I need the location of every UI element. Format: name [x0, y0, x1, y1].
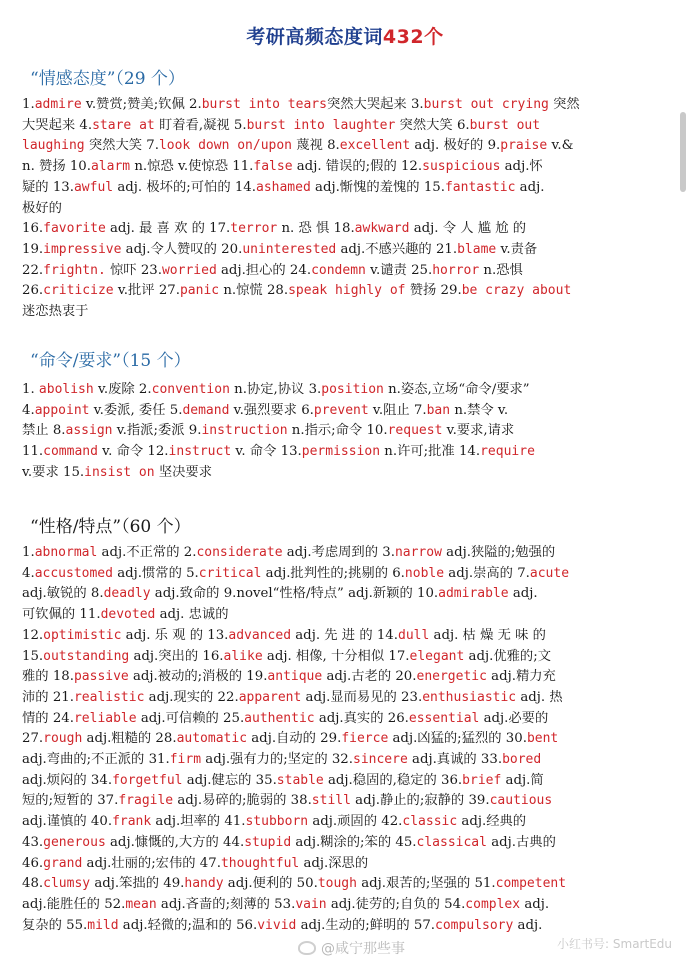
- definition-text: 突然大笑 7.: [84, 138, 159, 154]
- definition-text: 极好的: [22, 200, 62, 216]
- definition-text: adj.粗糙的 28.: [82, 731, 177, 747]
- definition-text: adj.古老的 20.: [322, 669, 417, 685]
- vocab-word: speak highly of: [288, 283, 406, 299]
- vocab-word: acute: [529, 565, 570, 581]
- vocab-word: instruct: [168, 444, 232, 460]
- vocab-word: authentic: [244, 710, 315, 726]
- definition-text: n. 恐 惧 18.: [277, 221, 355, 237]
- definition-text: 蔑视 8.: [292, 138, 340, 154]
- vocab-word: suspicious: [422, 159, 501, 175]
- definition-text: adj. 极好的 9.: [410, 138, 501, 154]
- definition-text: adj. 乐 观 的 13.: [121, 627, 229, 643]
- definition-text: adj.惯常的 5.: [112, 565, 199, 581]
- vocab-word: demand: [182, 402, 230, 418]
- text-line: [22, 281, 667, 302]
- definition-text: adj.轻微的;温和的 56.: [118, 917, 258, 933]
- vocab-word: bent: [526, 731, 559, 747]
- section-body-emotion: [22, 95, 667, 323]
- text-line: [22, 95, 667, 116]
- definition-text: 可钦佩的 11.: [22, 607, 101, 623]
- vocab-word: elegant: [409, 648, 465, 664]
- definition-text: adj.顽固的 42.: [308, 814, 403, 830]
- definition-text: 22.: [22, 262, 44, 278]
- definition-text: n.惊慌 28.: [219, 283, 289, 299]
- vocab-word: noble: [404, 565, 445, 581]
- vocab-word: bored: [502, 752, 542, 768]
- definition-text: 情的 24.: [22, 710, 74, 726]
- vocab-word: dull: [398, 627, 430, 643]
- vocab-word: considerate: [196, 545, 283, 560]
- vocab-word: critical: [198, 565, 262, 581]
- vocab-word: false: [253, 159, 293, 175]
- vocab-word: firm: [169, 752, 202, 768]
- vocab-word: criticize: [43, 283, 114, 299]
- vocab-word: burst into laughter: [246, 117, 396, 133]
- text-line: [22, 812, 667, 833]
- definition-text: 大哭起来 4.: [22, 117, 93, 133]
- vocab-word: insist on: [84, 464, 155, 480]
- definition-text: adj.不感兴趣的 21.: [336, 241, 458, 257]
- definition-text: n.姿态,立场“命令/要求”: [383, 382, 530, 397]
- definition-text: adj.古典的: [486, 834, 556, 850]
- text-line: [22, 584, 667, 605]
- definition-text: adj. 忠诚的: [155, 607, 229, 623]
- definition-text: adj.凶猛的;猛烈的 30.: [388, 731, 527, 747]
- definition-text: adj.艰苦的;坚强的 51.: [356, 876, 496, 892]
- definition-text: adj.能胜任的 52.: [22, 896, 126, 912]
- definition-text: n.许可;批准 14.: [380, 444, 481, 460]
- text-line: [22, 199, 667, 220]
- vocab-word: energetic: [416, 669, 487, 685]
- definition-text: 4.: [22, 402, 35, 418]
- vocab-word: stable: [276, 772, 324, 788]
- definition-text: adj.易碎的;脆弱的 38.: [173, 793, 312, 809]
- definition-text: v.要求 15.: [22, 464, 85, 480]
- vocab-word: stare at: [92, 117, 155, 133]
- definition-text: n.惊恐 v.使惊恐 11.: [130, 159, 254, 175]
- definition-text: adj. 相像, 十分相似 17.: [262, 648, 410, 664]
- title-count: 432个: [382, 26, 444, 48]
- definition-text: adj.烦闷的 34.: [22, 772, 113, 788]
- definition-text: 突然: [548, 97, 580, 112]
- vocab-word: require: [480, 444, 535, 460]
- vocab-word: mean: [125, 896, 157, 912]
- vocab-word: burst out: [469, 117, 541, 133]
- vocab-word: vivid: [257, 917, 297, 933]
- vocab-word: ban: [426, 402, 451, 418]
- definition-text: adj.吝啬的;刻薄的 53.: [156, 896, 296, 912]
- vocab-word: handy: [184, 876, 224, 892]
- definition-text: 4.: [22, 565, 35, 581]
- weibo-handle: @咸宁那些事: [321, 941, 405, 957]
- definition-text: 禁止 8.: [22, 423, 66, 439]
- definition-text: n.恐惧: [479, 262, 523, 278]
- vocab-word: complex: [465, 896, 521, 912]
- vocab-word: assign: [65, 423, 113, 439]
- definition-text: 1.: [22, 545, 35, 560]
- vocab-word: stubborn: [245, 814, 309, 830]
- definition-text: adj.糊涂的;笨的 45.: [291, 834, 417, 850]
- text-line: [22, 543, 667, 564]
- vocab-word: terror: [230, 221, 278, 237]
- vocab-word: cautious: [489, 793, 553, 809]
- vocab-word: condemn: [311, 262, 366, 278]
- definition-text: adj.: [508, 586, 538, 602]
- vocab-word: look down on/upon: [158, 138, 293, 154]
- text-line: [22, 261, 667, 282]
- definition-text: 15.: [22, 648, 44, 664]
- definition-text: adj.令人赞叹的 20.: [121, 241, 243, 257]
- vocab-word: instruction: [201, 423, 288, 439]
- definition-text: 48.: [22, 876, 44, 892]
- definition-text: adj. 极坏的;可怕的 14.: [113, 179, 256, 195]
- scrollbar[interactable]: [680, 112, 686, 192]
- definition-text: v.废除 2.: [93, 382, 152, 397]
- text-line: [22, 605, 667, 626]
- definition-text: adj. 令 人 尴 尬 的: [409, 221, 527, 237]
- definition-text: 12.: [22, 627, 44, 643]
- text-line: [22, 421, 667, 442]
- definition-text: adj.稳固的,稳定的 36.: [323, 772, 463, 788]
- vocab-word: tough: [317, 876, 357, 892]
- definition-text: adj.简: [501, 772, 544, 788]
- definition-text: adj.优雅的;文: [464, 648, 552, 664]
- text-line: [22, 916, 667, 937]
- definition-text: adj.担心的 24.: [216, 262, 312, 278]
- definition-text: v.委派, 委任 5.: [89, 402, 183, 418]
- definition-text: adj.深思的: [299, 855, 369, 871]
- definition-text: 1.: [22, 97, 35, 112]
- vocab-word: essential: [408, 710, 480, 726]
- vocab-word: narrow: [394, 545, 442, 560]
- text-line: [22, 895, 667, 916]
- definition-text: adj.惭愧的羞愧的 15.: [310, 179, 445, 195]
- text-line: [22, 791, 667, 812]
- vocab-word: thoughtful: [220, 855, 300, 871]
- definition-text: v.阻止 7.: [368, 402, 427, 418]
- definition-text: v. 命令 13.: [231, 444, 302, 460]
- vocab-word: burst out crying: [423, 97, 549, 112]
- text-line: [22, 157, 667, 178]
- vocab-word: prevent: [313, 402, 369, 418]
- vocab-word: antique: [267, 669, 323, 685]
- definition-text: adj. 热: [516, 689, 563, 705]
- definition-text: 19.: [22, 241, 44, 257]
- vocab-word: laughing: [22, 138, 85, 154]
- vocab-word: outstanding: [43, 648, 130, 664]
- definition-text: 疑的 13.: [22, 179, 74, 195]
- vocab-word: apparent: [238, 689, 302, 705]
- vocab-word: clumsy: [43, 876, 91, 892]
- definition-text: adj.徒劳的;自负的 54.: [326, 896, 466, 912]
- definition-text: adj.强有力的;坚定的 32.: [201, 752, 353, 768]
- vocab-word: automatic: [176, 731, 248, 747]
- vocab-word: generous: [43, 834, 106, 850]
- definition-text: adj.真实的 26.: [314, 710, 409, 726]
- definition-text: v.要求,请求: [442, 423, 515, 439]
- vocab-word: admirable: [438, 586, 509, 602]
- text-line: [22, 116, 667, 137]
- text-line: [22, 463, 667, 484]
- text-line: [22, 833, 667, 854]
- definition-text: adj. 枯 燥 无 味 的: [429, 627, 546, 643]
- definition-text: v.指派;委派 9.: [112, 423, 202, 439]
- text-line: [22, 626, 667, 647]
- vocab-word: vain: [295, 896, 327, 912]
- vocab-word: competent: [495, 876, 567, 892]
- text-line: [22, 401, 667, 422]
- definition-text: 1.: [22, 382, 39, 397]
- vocab-word: be crazy about: [461, 283, 572, 299]
- xiaohongshu-watermark: 小红书号: SmartEdu: [557, 937, 672, 951]
- definition-text: adj.致命的 9.novel“性格/特点” adj.新颖的 10.: [150, 586, 439, 602]
- text-line: [22, 219, 667, 240]
- definition-text: adj.现实的 22.: [144, 689, 239, 705]
- definition-text: adj.笨拙的 49.: [90, 876, 185, 892]
- definition-text: adj.被动的;消极的 19.: [128, 669, 268, 685]
- vocab-word: permission: [301, 444, 381, 460]
- definition-text: adj.崇高的 7.: [444, 565, 530, 581]
- vocab-word: classical: [416, 834, 487, 850]
- vocab-word: grand: [43, 855, 83, 871]
- weibo-watermark: [298, 938, 405, 958]
- definition-text: 复杂的 55.: [22, 917, 88, 933]
- definition-text: adj.慷慨的,大方的 44.: [105, 834, 245, 850]
- definition-text: 迷恋热衷于: [22, 304, 89, 320]
- vocab-word: realistic: [73, 689, 145, 705]
- definition-text: adj.不正常的 2.: [97, 545, 197, 560]
- definition-text: 坚决要求: [154, 464, 213, 480]
- vocab-word: still: [311, 793, 351, 809]
- vocab-word: fantastic: [444, 179, 516, 195]
- definition-text: 沛的 21.: [22, 689, 74, 705]
- title-main: 考研高频态度词: [246, 26, 383, 48]
- text-line: [22, 647, 667, 668]
- definition-text: v.强烈要求 6.: [229, 402, 314, 418]
- text-line: [22, 729, 667, 750]
- definition-text: n.协定,协议 3.: [229, 382, 322, 397]
- definition-text: adj.精力充: [486, 669, 556, 685]
- definition-text: adj.突出的 16.: [129, 648, 224, 664]
- vocab-word: excellent: [339, 138, 411, 154]
- vocab-word: request: [387, 423, 443, 439]
- definition-text: adj.生动的;鲜明的 57.: [296, 917, 436, 933]
- vocab-word: rough: [43, 731, 83, 747]
- vocab-word: position: [321, 382, 384, 397]
- vocab-word: stupid: [244, 834, 292, 850]
- definition-text: 突然大哭起来 3.: [326, 97, 424, 112]
- vocab-word: compulsory: [435, 917, 514, 933]
- definition-text: adj.: [513, 917, 543, 933]
- section-heading-emotion: “情感态度”（29 个）: [30, 69, 185, 89]
- text-line: [22, 302, 667, 323]
- definition-text: v.批评 27.: [113, 283, 180, 299]
- definition-text: v. 命令 12.: [97, 444, 169, 460]
- vocab-word: abolish: [38, 382, 94, 397]
- definition-text: adj.坦率的 41.: [151, 814, 246, 830]
- definition-text: n.禁令 v.: [450, 402, 509, 418]
- vocab-word: abnormal: [34, 545, 98, 560]
- definition-text: adj.弯曲的;不正派的 31.: [22, 752, 170, 768]
- vocab-word: blame: [457, 241, 497, 257]
- definition-text: 16.: [22, 221, 44, 237]
- definition-text: adj.考虑周到的 3.: [282, 545, 395, 560]
- definition-text: adj.自动的 29.: [247, 731, 342, 747]
- definition-text: n. 赞扬 10.: [22, 159, 91, 175]
- definition-text: adj.便利的 50.: [223, 876, 318, 892]
- vocab-word: alike: [223, 648, 263, 664]
- vocab-word: brief: [462, 772, 502, 788]
- definition-text: adj.敏锐的 8.: [22, 586, 104, 602]
- vocab-word: passive: [73, 669, 129, 685]
- vocab-word: awful: [73, 179, 114, 195]
- vocab-word: optimistic: [43, 627, 122, 643]
- vocab-word: admire: [34, 97, 82, 112]
- definition-text: adj. 最 喜 欢 的 17.: [105, 221, 231, 237]
- vocab-word: sincere: [353, 752, 408, 768]
- vocab-word: impressive: [43, 241, 122, 257]
- vocab-word: burst into tears: [201, 97, 327, 112]
- vocab-word: alarm: [90, 159, 131, 175]
- vocab-word: horror: [432, 262, 480, 278]
- definition-text: adj.谨慎的 40.: [22, 814, 113, 830]
- vocab-word: fragile: [118, 793, 174, 809]
- section-heading-character: “性格/特点”（60 个）: [30, 517, 191, 537]
- text-line: [22, 688, 667, 709]
- definition-text: 盯着看,凝视 5.: [154, 117, 247, 133]
- vocab-word: command: [43, 444, 98, 460]
- section-body-command: [22, 380, 667, 484]
- definition-text: 11.: [22, 444, 44, 460]
- definition-text: adj.: [515, 179, 545, 195]
- definition-text: 46.: [22, 855, 44, 871]
- definition-text: adj.怀: [500, 159, 543, 175]
- definition-text: adj.必要的: [479, 710, 549, 726]
- text-line: [22, 874, 667, 895]
- definition-text: 突然大笑 6.: [395, 117, 470, 133]
- text-line: [22, 750, 667, 771]
- vocab-word: deadly: [103, 586, 151, 602]
- definition-text: adj.经典的: [457, 814, 527, 830]
- section-heading-command: “命令/要求”（15 个）: [30, 351, 191, 371]
- vocab-word: accustomed: [34, 565, 113, 581]
- vocab-word: fierce: [341, 731, 389, 747]
- definition-text: adj.壮丽的;宏伟的 47.: [82, 855, 221, 871]
- definition-text: adj.狭隘的;勉强的: [441, 545, 556, 560]
- vocab-word: classic: [402, 814, 458, 830]
- definition-text: adj.真诚的 33.: [407, 752, 503, 768]
- vocab-word: advanced: [228, 627, 292, 643]
- definition-text: v.赞赏;赞美;钦佩 2.: [81, 97, 202, 112]
- text-line: [22, 380, 667, 401]
- vocab-word: praise: [500, 138, 548, 154]
- text-line: [22, 709, 667, 730]
- text-line: [22, 240, 667, 261]
- page-title: [0, 22, 690, 49]
- definition-text: 27.: [22, 731, 44, 747]
- text-line: [22, 854, 667, 875]
- text-line: [22, 178, 667, 199]
- definition-text: adj. 错误的;假的 12.: [292, 159, 423, 175]
- definition-text: adj. 先 进 的 14.: [291, 627, 398, 643]
- definition-text: v.责备: [496, 241, 538, 257]
- vocab-word: frightn.: [43, 262, 106, 278]
- definition-text: 短的;短暂的 37.: [22, 793, 119, 809]
- vocab-word: awkward: [354, 221, 410, 237]
- definition-text: adj.批判性的;挑剔的 6.: [261, 565, 405, 581]
- definition-text: adj.可信赖的 25.: [136, 710, 245, 726]
- vocab-word: enthusiastic: [422, 689, 517, 705]
- vocab-word: appoint: [34, 402, 90, 418]
- vocab-word: ashamed: [256, 179, 311, 195]
- definition-text: adj.静止的;寂静的 39.: [350, 793, 490, 809]
- definition-text: 26.: [22, 283, 44, 299]
- vocab-word: forgetful: [112, 772, 183, 788]
- vocab-word: frank: [112, 814, 152, 830]
- text-line: [22, 136, 667, 157]
- definition-text: v.&: [547, 138, 574, 154]
- text-line: [22, 667, 667, 688]
- vocab-word: reliable: [73, 710, 137, 726]
- definition-text: adj.显而易见的 23.: [301, 689, 423, 705]
- vocab-word: mild: [87, 917, 119, 933]
- definition-text: 43.: [22, 834, 44, 850]
- text-line: [22, 564, 667, 585]
- definition-text: v.谴责 25.: [365, 262, 433, 278]
- vocab-word: devoted: [100, 607, 156, 623]
- vocab-word: favorite: [43, 221, 106, 237]
- vocab-word: convention: [151, 382, 230, 397]
- definition-text: 赞扬 29.: [405, 283, 462, 299]
- weibo-icon: [298, 941, 316, 955]
- definition-text: adj.: [520, 896, 550, 912]
- definition-text: adj.健忘的 35.: [182, 772, 277, 788]
- vocab-word: panic: [179, 283, 220, 299]
- vocab-word: worried: [161, 262, 217, 278]
- definition-text: 惊吓 23.: [105, 262, 162, 278]
- definition-text: n.指示;命令 10.: [287, 423, 388, 439]
- text-line: [22, 442, 667, 463]
- vocab-word: uninterested: [242, 241, 337, 257]
- section-body-character: [22, 543, 667, 936]
- definition-text: 雅的 18.: [22, 669, 74, 685]
- text-line: [22, 771, 667, 792]
